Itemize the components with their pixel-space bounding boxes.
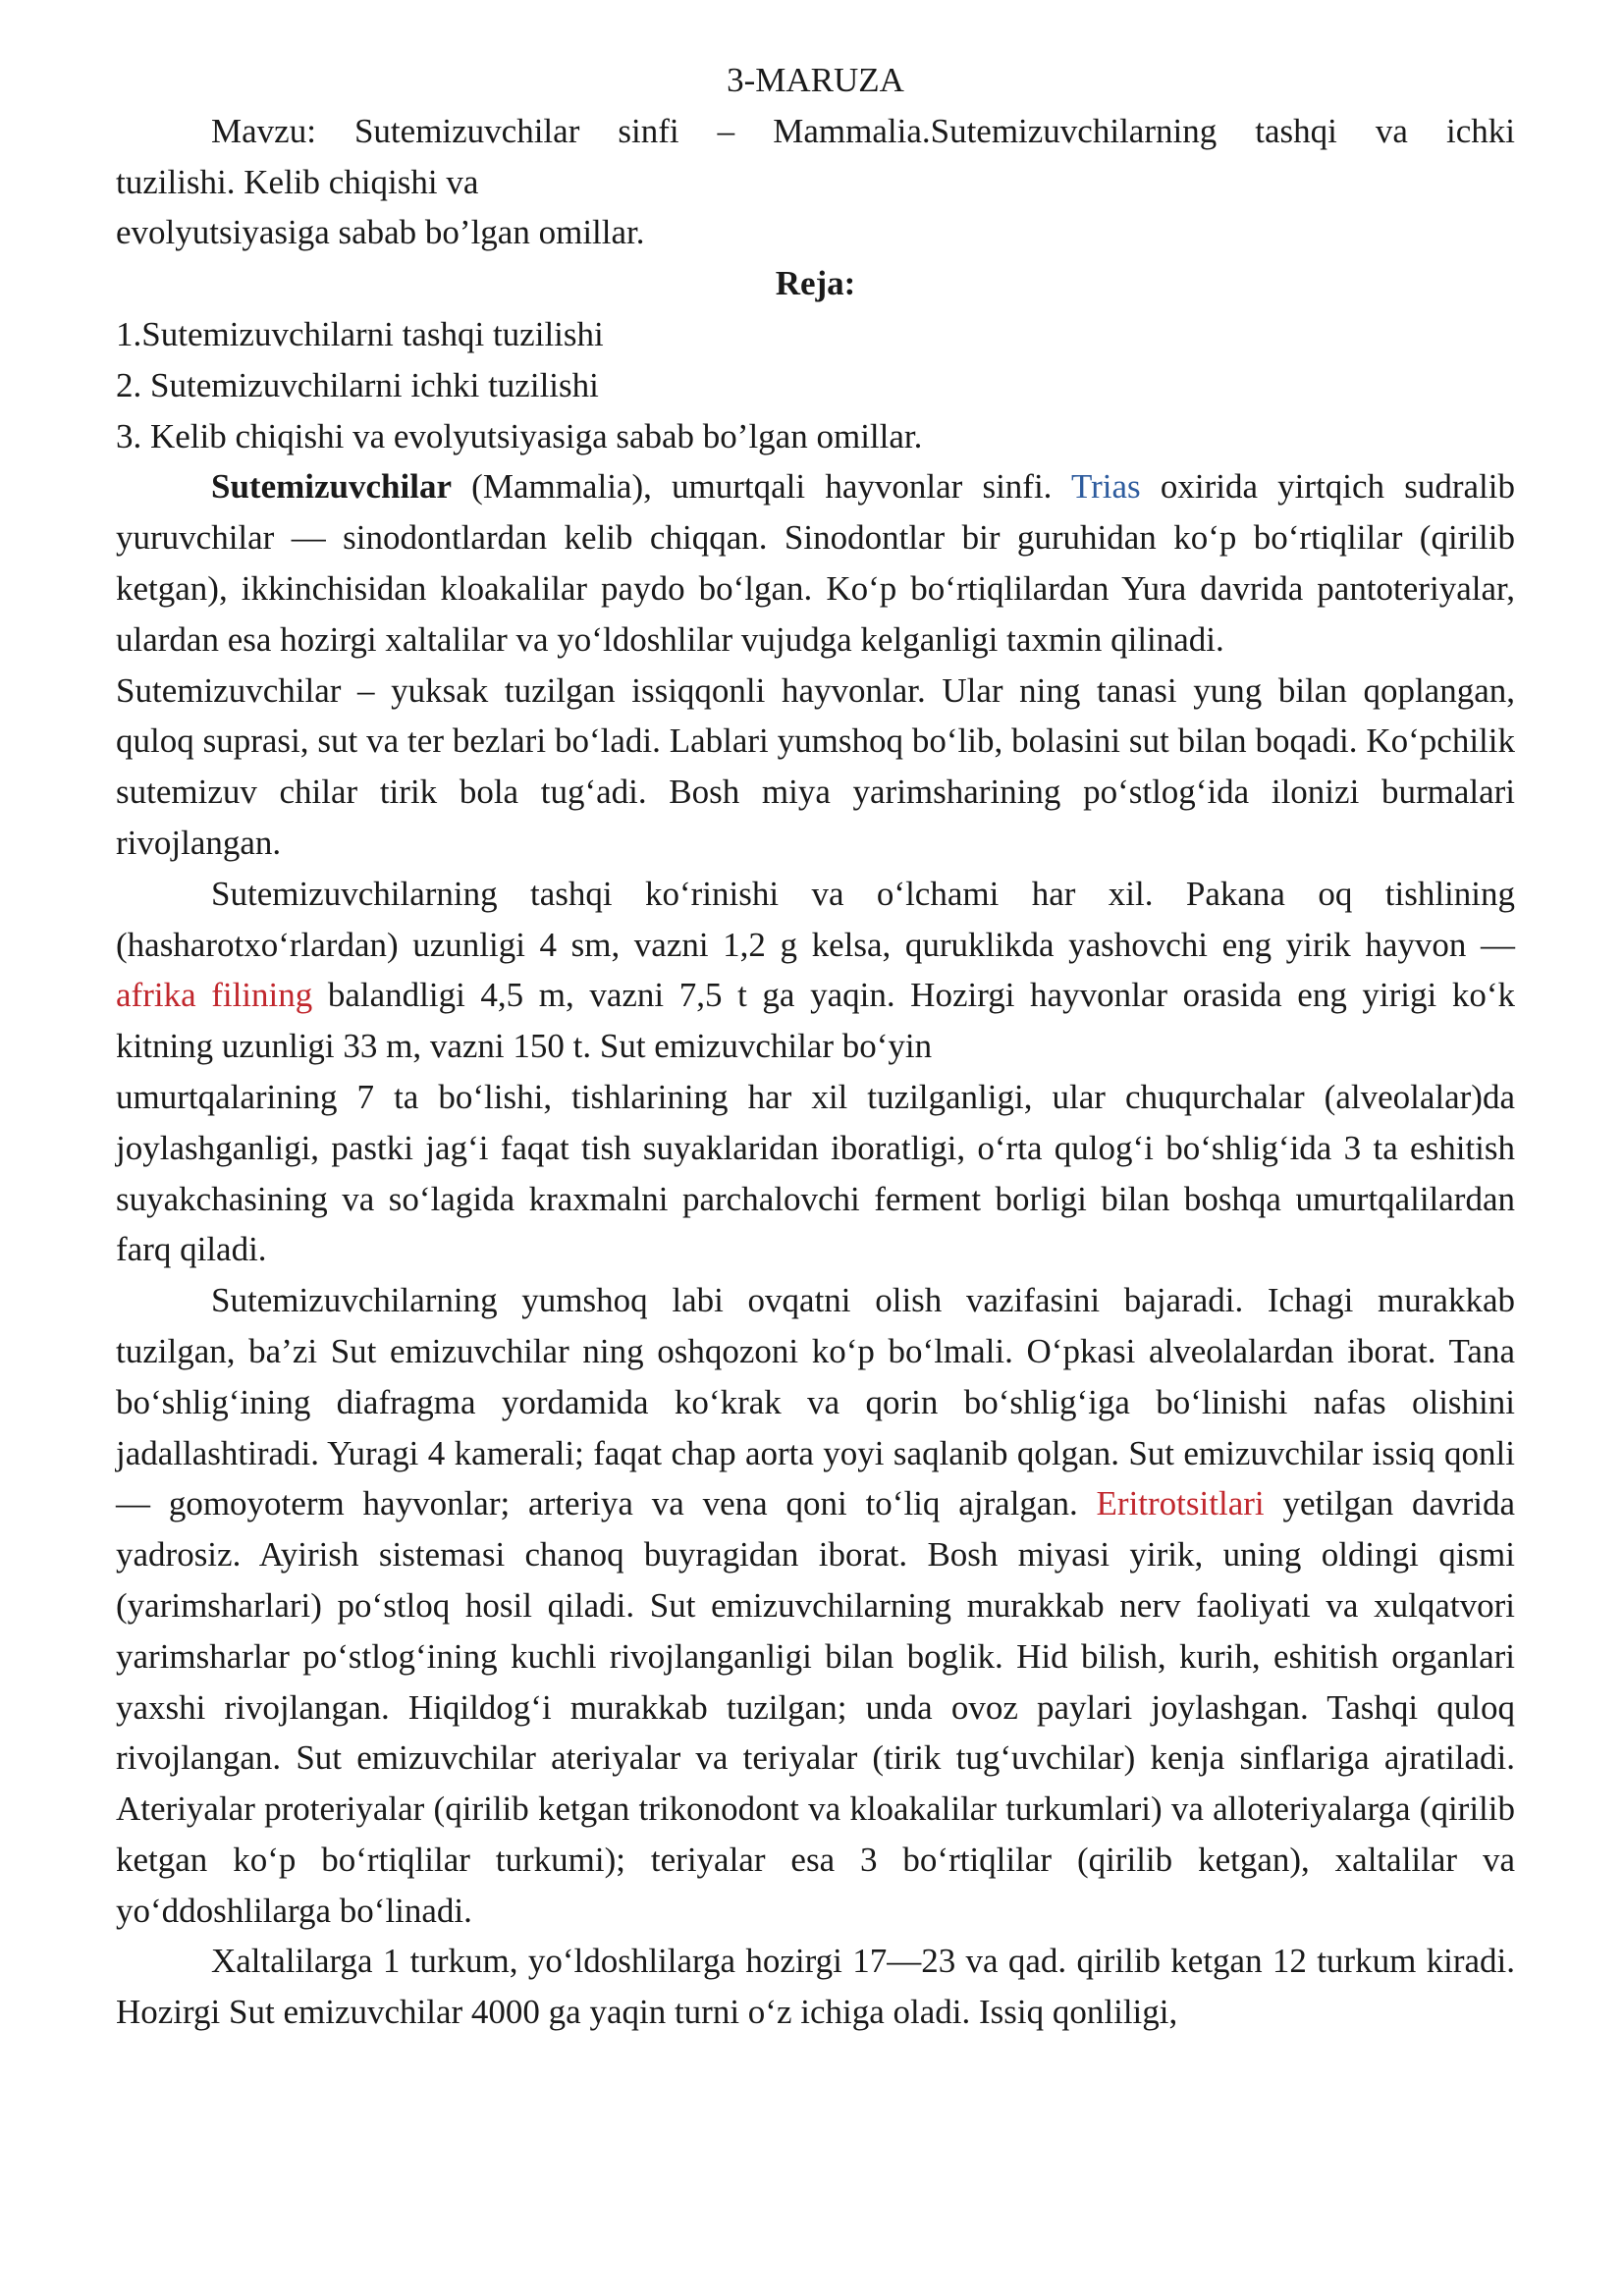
- paragraph-3-text-a: Sutemizuvchilarning tashqi koʻrinishi va oʻlchami har xil. Pakana oq tishlining (hasharotxoʻrlardan) uzunligi 4 sm, vazni 1,2 g kelsa, quruklikda yashovchi eng yirik hayvon —: [116, 874, 1515, 964]
- topic-line-3: evolyutsiyasiga sabab bo’lgan omillar.: [116, 213, 645, 252]
- document-page: [116, 55, 1515, 2038]
- trias-link[interactable]: Trias: [1070, 467, 1141, 507]
- term-bold: Sutemizuvchilar: [211, 467, 452, 507]
- paragraph-5-text-b: yetilgan davrida yadrosiz. Ayirish sistemasi chanoq buyragidan iborat. Bosh miyasi yirik, uning oldingi qismi (yarimsharlari) poʻstloq hosil qiladi. Sut emizuvchilarning murakkab nerv faoliyati va xulqatvori yarimsharlar poʻstlogʻining kuchli rivojlanganligi bilan boglik. Hid bilish, kurih, eshitish organlari yaxshi rivojlangan. Hiqildogʻi murakkab tuzilgan; unda ovoz paylari joylashgan. Tashqi quloq rivojlangan. Sut emizuvchilar ateriyalar va teriyalar (tirik tugʻuvchilar) kenja sinflariga ajratiladi. Ateriyalar proteriyalar (qirilib ketgan trikonodont va kloakalilar turkumlari) va alloteriyalarga (qirilib ketgan koʻp boʻrtiqlilar turkumi); teriyalar esa 3 boʻrtiqlilar (qirilib ketgan), xaltalilar va yoʻddoshlilarga boʻlinadi.: [116, 1484, 1515, 1930]
- paragraph-5-text-a: Sutemizuvchilarning yumshoq labi ovqatni olish vazifasini bajaradi. Ichagi murakkab tuzilgan, ba’zi Sut emizuvchilar ning oshqozoni koʻp boʻlmali. Oʻpkasi alveolalardan iborat. Tana boʻshligʻining diafragma yordamida koʻkrak va qorin boʻshligʻiga boʻlinishi nafas olishini jadallashtiradi. Yuragi 4 kamerali; faqat chap aorta yoyi saqlanib qolgan. Sut emizuvchilar issiq qonli — gomoyoterm hayvonlar; arteriya va vena qoni toʻliq ajralgan.: [116, 1281, 1515, 1523]
- paragraph-2: Sutemizuvchilar – yuksak tuzilgan issiqqonli hayvonlar. Ular ning tanasi yung bilan qoplangan, quloq suprasi, sut va ter bezlari boʻladi. Lablari yumshoq boʻlib, bolasini sut bilan boqadi. Koʻpchilik sutemizuv chilar tirik bola tugʻadi. Bosh miya yarimsharining poʻstlogʻida ilonizi burmalari rivojlangan.: [116, 670, 1515, 862]
- paragraph-1-text-a: (Mammalia), umurtqali hayvonlar sinfi.: [451, 467, 1071, 507]
- plan-item-2: 2. Sutemizuvchilarni ichki tuzilishi: [116, 365, 599, 404]
- paragraph-1-text-b: oxirida yirtqich sudralib yuruvchilar — sinodontlardan kelib chiqqan. Sinodontlar bir guruhidan koʻp boʻrtiqlilar (qirilib ketgan), ikkinchisidan kloakalilar paydo boʻlgan. Koʻp boʻrtiqlilardan Yura davrida pantoteriyalar, ulardan esa hozirgi xaltalilar va yoʻldoshlilar vujudga kelganligi taxmin qilinadi.: [116, 467, 1515, 659]
- paragraph-3-text-b: balandligi 4,5 m, vazni 7,5 t ga yaqin. Hozirgi hayvonlar orasida eng yirigi koʻk kitning uzunligi 33 m, vazni 150 t. Sut emizuvchilar boʻyin: [116, 976, 1515, 1066]
- paragraph-6: Xaltalilarga 1 turkum, yoʻldoshlilarga hozirgi 17—23 va qad. qirilib ketgan 12 turkum kiradi. Hozirgi Sut emizuvchilar 4000 ga yaqin turni oʻz ichiga oladi. Issiq qonliligi,: [116, 1942, 1515, 2032]
- plan-title: Reja:: [775, 264, 856, 303]
- plan-list: [116, 309, 1515, 461]
- paragraph-1: [116, 461, 1515, 665]
- plan-item-1: 1.Sutemizuvchilarni tashqi tuzilishi: [116, 314, 604, 353]
- topic-block: [116, 106, 1515, 258]
- paragraph-4: umurtqalarining 7 ta boʻlishi, tishlarining har xil tuzilganligi, ular chuqurchalar (alveolalar)da joylashganligi, pastki jagʻi faqat tish suyaklaridan iboratligi, oʻrta qulogʻi boʻshligʻida 3 ta eshitish suyakchasining va soʻlagida kraxmalni parchalovchi ferment borligi bilan boshqa umurtqalilardan farq qiladi.: [116, 1077, 1515, 1269]
- paragraph-3: [116, 869, 1515, 1072]
- topic-line-2: tuzilishi. Kelib chiqishi va: [116, 162, 479, 201]
- eritrotsitlari-link[interactable]: Eritrotsitlari: [1096, 1484, 1265, 1523]
- lecture-title: 3-MARUZA: [727, 61, 904, 99]
- afrika-filining-link[interactable]: afrika filining: [116, 976, 313, 1015]
- paragraph-5: [116, 1275, 1515, 1936]
- topic-line-1: Mavzu: Sutemizuvchilar sinfi – Mammalia.Sutemizuvchilarning tashqi va ichki: [211, 111, 1515, 150]
- plan-item-3: 3. Kelib chiqishi va evolyutsiyasiga sabab bo’lgan omillar.: [116, 416, 923, 455]
